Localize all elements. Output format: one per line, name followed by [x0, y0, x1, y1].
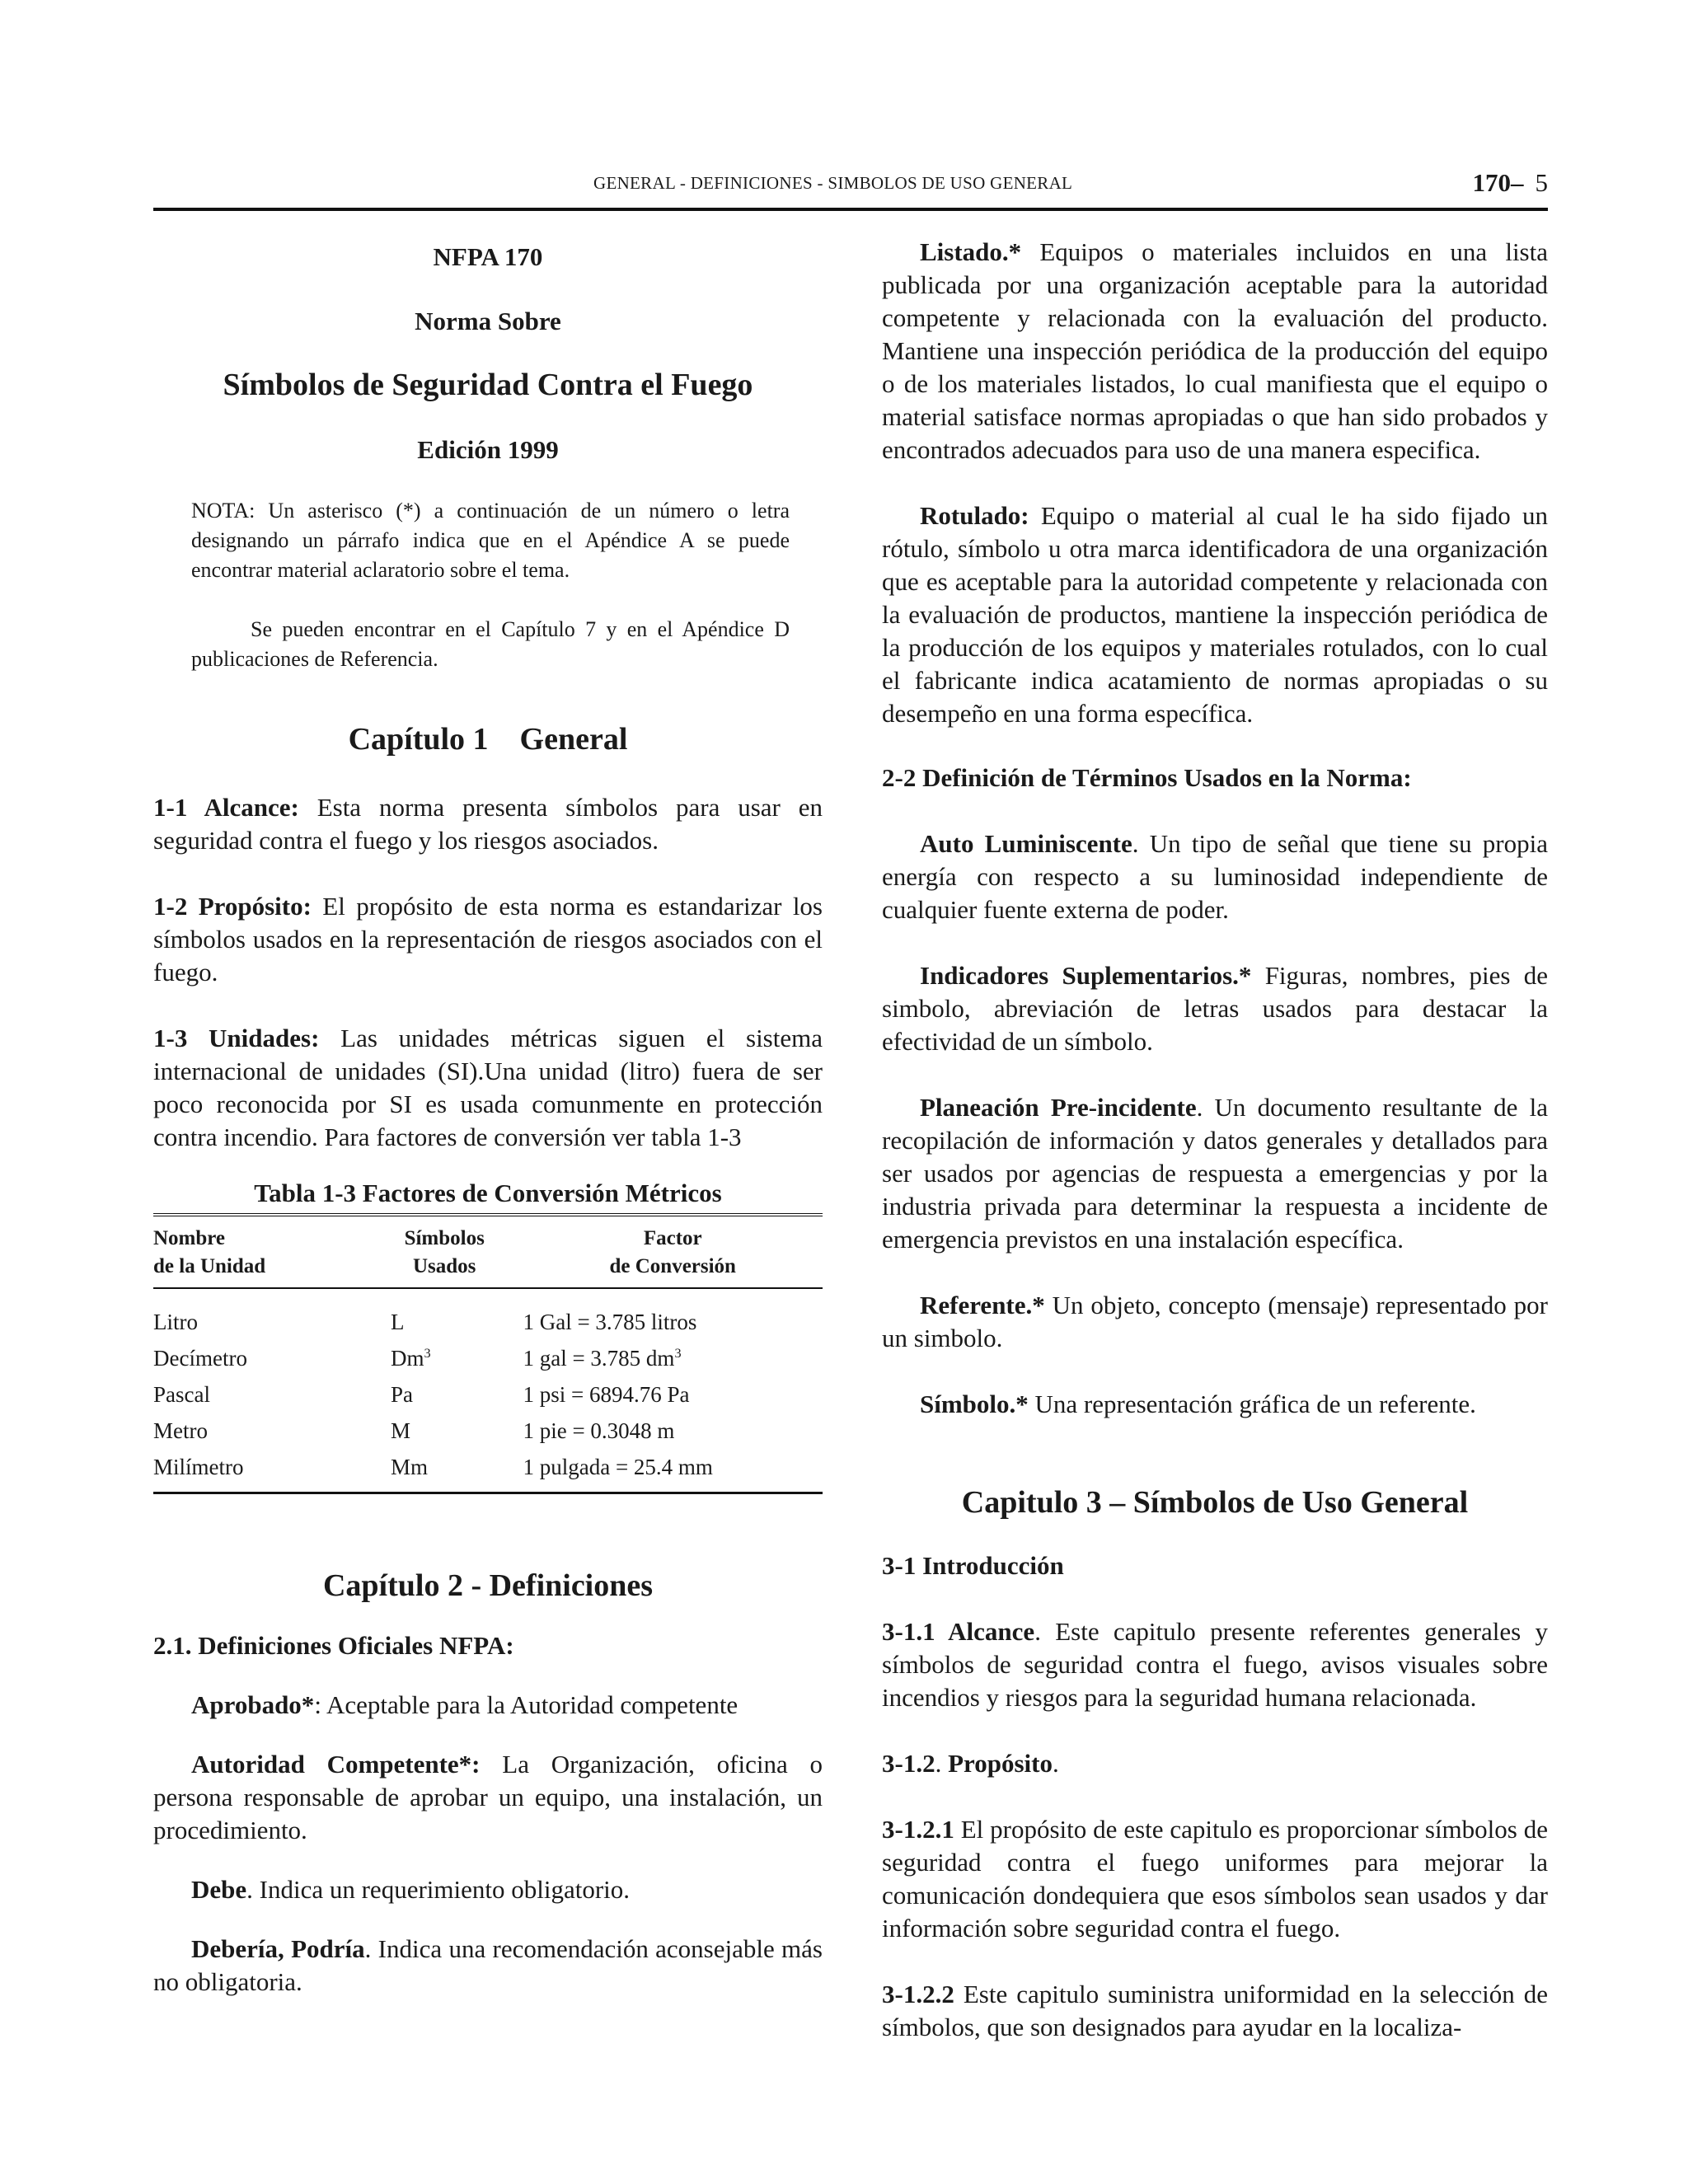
- section-2-1: [153, 1629, 823, 1662]
- def-planeacion-label: Planeación Pre-incidente: [920, 1093, 1197, 1122]
- column-header-unit: [153, 1215, 374, 1288]
- cell-symbol: [374, 1376, 515, 1413]
- cell-factor-text: 1 pie = 0.3048 m: [523, 1418, 675, 1443]
- cell-factor: [514, 1376, 823, 1413]
- page-number-value: 5: [1535, 168, 1548, 197]
- section-2-1-title: 2.1. Definiciones Oficiales NFPA:: [153, 1631, 514, 1660]
- table-title: Tabla 1-3 Factores de Conversión Métricos: [254, 1179, 722, 1207]
- def-referente: [882, 1289, 1548, 1355]
- conversion-table: [153, 1213, 823, 1494]
- cell-factor-sup: 3: [674, 1346, 682, 1361]
- left-column: [153, 236, 823, 1999]
- cell-unit: Pascal: [153, 1382, 210, 1407]
- section-3-1-2-1-label: 3-1.2.1: [882, 1815, 954, 1844]
- section-3-1-2-2-text: Este capitulo suministra uniformidad en la selección de símbolos, que son designados para ayudar en la localiza-: [882, 1980, 1548, 2041]
- def-planeacion: [882, 1091, 1548, 1256]
- cell-factor-text: 1 psi = 6894.76 Pa: [523, 1382, 690, 1407]
- column-header-symbol-l2: Usados: [413, 1255, 476, 1277]
- def-listado: [882, 236, 1548, 466]
- def-autoridad-label: Autoridad Competente*:: [191, 1750, 481, 1779]
- table-row: [153, 1413, 823, 1449]
- cell-factor: [514, 1340, 823, 1376]
- column-header-factor-l1: Factor: [643, 1227, 702, 1249]
- table-row: [153, 1449, 823, 1493]
- def-indicadores-label: Indicadores Suplementarios.*: [920, 961, 1252, 990]
- cell-symbol: [374, 1288, 515, 1340]
- def-listado-text: Equipos o materiales incluidos en una lista publicada por una organización aceptable para la autoridad competente y relacionada con la evaluación del producto. Mantiene una inspección periódica de la producción del equipo o de los materiales listados, lo cual manifiesta que el equipo o material satisface normas apropiadas o que han sido probados y encontrados adecuados para uso de una manera especifica.: [882, 237, 1548, 464]
- section-3-1-title: 3-1 Introducción: [882, 1551, 1064, 1580]
- doc-title: Símbolos de Seguridad Contra el Fuego: [223, 368, 753, 402]
- section-3-1-1-label: 3-1.1 Alcance: [882, 1617, 1035, 1646]
- section-1-2-label: 1-2 Propósito:: [153, 892, 312, 921]
- section-3-1-2-number: 3-1.2: [882, 1749, 935, 1778]
- def-deberia: [153, 1933, 823, 1999]
- def-rotulado: [882, 499, 1548, 730]
- section-1-3: [153, 1022, 823, 1154]
- section-3-1-2-1: [882, 1813, 1548, 1945]
- def-simbolo: [882, 1388, 1548, 1421]
- cell-symbol-sup: 3: [424, 1346, 431, 1361]
- cell-unit: Metro: [153, 1418, 208, 1443]
- def-debe-label: Debe: [191, 1875, 247, 1904]
- cell-factor-text: 1 Gal = 3.785 litros: [523, 1310, 697, 1334]
- section-3-1-2-sep: .: [935, 1749, 949, 1778]
- section-3-1-2-2-label: 3-1.2.2: [882, 1980, 954, 2008]
- section-1-2: [153, 890, 823, 989]
- section-1-3-text: Las unidades métricas siguen el sistema internacional de unidades (SI).Una unidad (litro) fuera de ser poco reconocida por SI es usada comunmente en protección contra incendio. Para factores de conversión ver tabla 1-3: [153, 1024, 823, 1151]
- def-autoridad-text: La Organización, oficina o persona responsable de aprobar un equipo, una instalación, un procedimiento.: [153, 1750, 823, 1844]
- section-1-3-label: 1-3 Unidades:: [153, 1024, 320, 1052]
- section-3-1-2-2: [882, 1978, 1548, 2044]
- def-auto-label: Auto Luminiscente: [920, 829, 1132, 858]
- cell-symbol-text: L: [390, 1310, 405, 1334]
- column-header-unit-l2: de la Unidad: [153, 1255, 266, 1277]
- def-indicadores: [882, 959, 1548, 1058]
- section-2-2: [882, 762, 1548, 794]
- cell-unit: Decímetro: [153, 1346, 247, 1371]
- cell-factor-text: 1 gal = 3.785 dm: [523, 1346, 675, 1371]
- cell-symbol-text: Mm: [390, 1455, 428, 1479]
- doc-subtitle: Norma Sobre: [415, 307, 561, 335]
- chapter-3-heading: Capitulo 3 – Símbolos de Uso General: [961, 1485, 1469, 1520]
- section-1-1: [153, 791, 823, 857]
- section-3-1-2-1-text: El propósito de este capitulo es proporcionar símbolos de seguridad contra el fuego uniformes para mejorar la comunicación dondequiera que esos símbolos sean usados y dar información sobre seguridad contra el fuego.: [882, 1815, 1548, 1943]
- column-header-unit-l1: Nombre: [153, 1227, 226, 1249]
- cell-factor: [514, 1288, 823, 1340]
- def-simbolo-text: Una representación gráfica de un referente.: [1028, 1390, 1476, 1418]
- def-aprobado: [153, 1689, 823, 1722]
- cell-unit: Litro: [153, 1310, 198, 1334]
- edition: Edición 1999: [417, 435, 559, 464]
- column-header-symbol: [374, 1215, 515, 1288]
- def-indicadores-text: Figuras, nombres, pies de simbolo, abreviación de letras usados para destacar la efectividad de un símbolo.: [882, 961, 1548, 1056]
- cell-symbol-text: Dm: [390, 1346, 424, 1371]
- section-3-1-1: [882, 1615, 1548, 1714]
- note-asterisk: NOTA: Un asterisco (*) a continuación de un número o letra designando un párrafo indica que en el Apéndice A se puede encontrar material aclaratorio sobre el tema.: [191, 499, 790, 582]
- section-3-1-2-label: Propósito: [948, 1749, 1053, 1778]
- cell-factor: [514, 1449, 823, 1493]
- table-header-row: [153, 1215, 823, 1288]
- running-header-title: GENERAL - DEFINICIONES - SIMBOLOS DE USO GENERAL: [593, 173, 1073, 193]
- def-auto-text: . Un tipo de señal que tiene su propia energía con respecto a su luminosidad independiente de cualquier fuente externa de poder.: [882, 829, 1548, 924]
- cell-factor-text: 1 pulgada = 25.4 mm: [523, 1455, 713, 1479]
- def-simbolo-label: Símbolo.*: [920, 1390, 1029, 1418]
- section-2-2-title: 2-2 Definición de Términos Usados en la Norma:: [882, 763, 1412, 792]
- table-row: [153, 1288, 823, 1340]
- def-deberia-text: . Indica una recomendación aconsejable más no obligatoria.: [153, 1934, 823, 1996]
- def-auto-luminiscente: [882, 827, 1548, 926]
- table-row: [153, 1376, 823, 1413]
- cell-symbol: [374, 1413, 515, 1449]
- def-rotulado-label: Rotulado:: [920, 501, 1029, 530]
- note-references: Se pueden encontrar en el Capítulo 7 y en el Apéndice D publicaciones de Referencia.: [191, 617, 790, 671]
- section-3-1-2: [882, 1747, 1548, 1780]
- right-column: [882, 236, 1548, 2044]
- def-deberia-label: Debería, Podría: [191, 1934, 365, 1963]
- doc-code: NFPA 170: [433, 242, 543, 271]
- def-listado-label: Listado.*: [920, 237, 1022, 266]
- def-aprobado-label: Aprobado*: [191, 1690, 315, 1719]
- cell-unit: Milímetro: [153, 1455, 244, 1479]
- def-referente-text: Un objeto, concepto (mensaje) representado por un simbolo.: [882, 1291, 1548, 1352]
- chapter-1-heading: [153, 720, 823, 758]
- cell-symbol-text: Pa: [390, 1382, 413, 1407]
- section-3-1-1-text: . Este capitulo presente referentes generales y símbolos de seguridad contra el fuego, avisos visuales sobre incendios y riesgos para la seguridad humana relacionada.: [882, 1617, 1548, 1712]
- column-header-factor-l2: de Conversión: [609, 1255, 736, 1277]
- section-3-1-2-end: .: [1052, 1749, 1059, 1778]
- table-row: [153, 1340, 823, 1376]
- def-debe-text: . Indica un requerimiento obligatorio.: [246, 1875, 631, 1904]
- def-aprobado-text: : Aceptable para la Autoridad competente: [314, 1690, 738, 1719]
- page-number: [1473, 168, 1549, 198]
- cell-factor: [514, 1413, 823, 1449]
- cell-symbol-text: M: [390, 1418, 410, 1443]
- section-1-2-text: El propósito de esta norma es estandarizar los símbolos usados en la representación de riesgos asociados con el fuego.: [153, 892, 823, 987]
- def-referente-label: Referente.*: [920, 1291, 1045, 1319]
- chapter-1-title: Capítulo 1 General: [348, 722, 628, 757]
- column-header-symbol-l1: Símbolos: [404, 1227, 485, 1249]
- cell-symbol: [374, 1449, 515, 1493]
- def-planeacion-text: . Un documento resultante de la recopilación de información y datos generales y detallados para ser usados por agencias de respuesta a emergencias y por la industria privada para determinar la respuesta a incidente de emergencia previstos en una instalación específica.: [882, 1093, 1548, 1254]
- cell-symbol: [374, 1340, 515, 1376]
- chapter-2-heading: Capítulo 2 - Definiciones: [322, 1568, 654, 1603]
- section-1-1-text: Esta norma presenta símbolos para usar en seguridad contra el fuego y los riesgos asociados.: [153, 793, 823, 855]
- def-debe: [153, 1873, 823, 1906]
- section-3-1: [882, 1549, 1548, 1582]
- def-autoridad: [153, 1748, 823, 1847]
- def-rotulado-text: Equipo o material al cual le ha sido fijado un rótulo, símbolo u otra marca identificadora de una organización que es aceptable para la autoridad competente y relacionada con la evaluación de productos, mantiene la inspección periódica de la producción de los equipos y materiales rotulados, con lo cual el fabricante indica acatamiento de normas apropiadas o su desempeño en una forma específica.: [882, 501, 1548, 728]
- column-header-factor: [514, 1215, 823, 1288]
- running-header: [153, 170, 1548, 211]
- section-1-1-label: 1-1 Alcance:: [153, 793, 299, 822]
- page-prefix: 170–: [1472, 168, 1524, 197]
